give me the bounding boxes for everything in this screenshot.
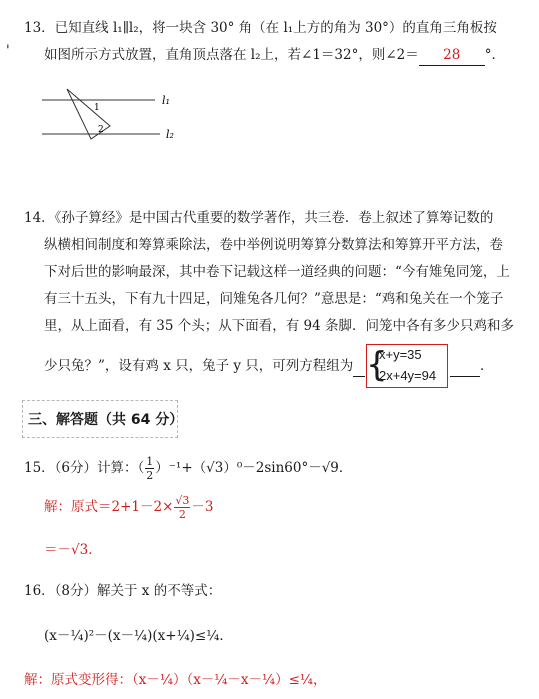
q15-frac-den: 2 [146,469,154,482]
q15-solution [44,495,214,520]
q13-text-line1: 13．已知直线 l₁∥l₂，将一块含 30° 角（在 l₁上方的角为 30°）的直角三角板按 [24,20,497,36]
system-brace: { [366,345,388,385]
q15-label: 15．（6分）计算：（ [24,460,145,476]
q13-line1 [24,18,497,38]
q13-line2 [44,45,505,66]
q14-line-1: 纵横相间制度和筹算乘除法，卷中举例说明筹算分数算法和筹算开平方法，卷 [44,237,503,253]
section-title: 三、解答题（共 64 分） [28,412,184,428]
q15-sol-tail: －3 [191,499,214,515]
q16-inequality: (x－¼)²－(x－¼)(x+¼)≤¼． [44,628,233,644]
q13-text-line2-end: °． [484,47,505,63]
q14-end-text: ． [480,358,494,374]
q15-sol-frac-num: √3 [175,494,190,507]
q15-fraction [145,456,154,481]
q15-rest: ）⁻¹+（√3）⁰－2sin60°－√9． [155,460,353,476]
q15-sol-frac-den: 2 [178,508,186,521]
q14-equation-1: x+y=35 [379,347,422,362]
q14-end [450,356,494,377]
label-l1: l₁ [162,94,170,107]
q15-problem [24,456,352,481]
q15-sol-fraction [174,495,190,520]
q13-answer: 28 [419,45,485,66]
q14-line-2: 下对后世的影响最深，其中卷下记载这样一道经典的问题：“今有雉兔同笼，上 [44,264,510,280]
angle-2-label: 2 [98,125,104,135]
q16-label: 16．（8分）解关于 x 的不等式： [24,583,222,599]
q16-solution: 解：原式变形得：（x－¼）（x－¼－x－¼）≤¼， [24,672,327,688]
q15-result: ＝－√3． [44,542,102,558]
q14-last-line-text: 少只兔？”，设有鸡 x 只，兔子 y 只，可列方程组为 [44,358,354,374]
angle-1-label: 1 [94,103,100,113]
q14-last-line [44,356,365,377]
stray-mark: ' [6,43,10,59]
q14-line-0: 14．《孙子算经》是中国古代重要的数学著作，共三卷．卷上叙述了算筹记数的 [24,210,494,226]
q15-sol-label: 解：原式＝2+1－2× [44,499,174,515]
q14-equation-system-box [366,344,448,388]
q14-line-4: 里，从上面看，有 35 个头；从下面看，有 94 条脚．问笼中各有多少只鸡和多 [44,318,515,334]
q14-line-3: 有三十五头，下有九十四足，问雉兔各几何？”意思是：“鸡和兔关在一个笼子 [44,291,504,307]
q14-equation-2: 2x+4y=94 [379,368,437,383]
label-l2: l₂ [166,128,174,141]
q15-frac-num: 1 [146,455,154,468]
q13-figure [30,84,190,146]
q13-text-line2: 如图所示方式放置，直角顶点落在 l₂上，若∠1＝32°，则∠2＝ [44,47,419,63]
